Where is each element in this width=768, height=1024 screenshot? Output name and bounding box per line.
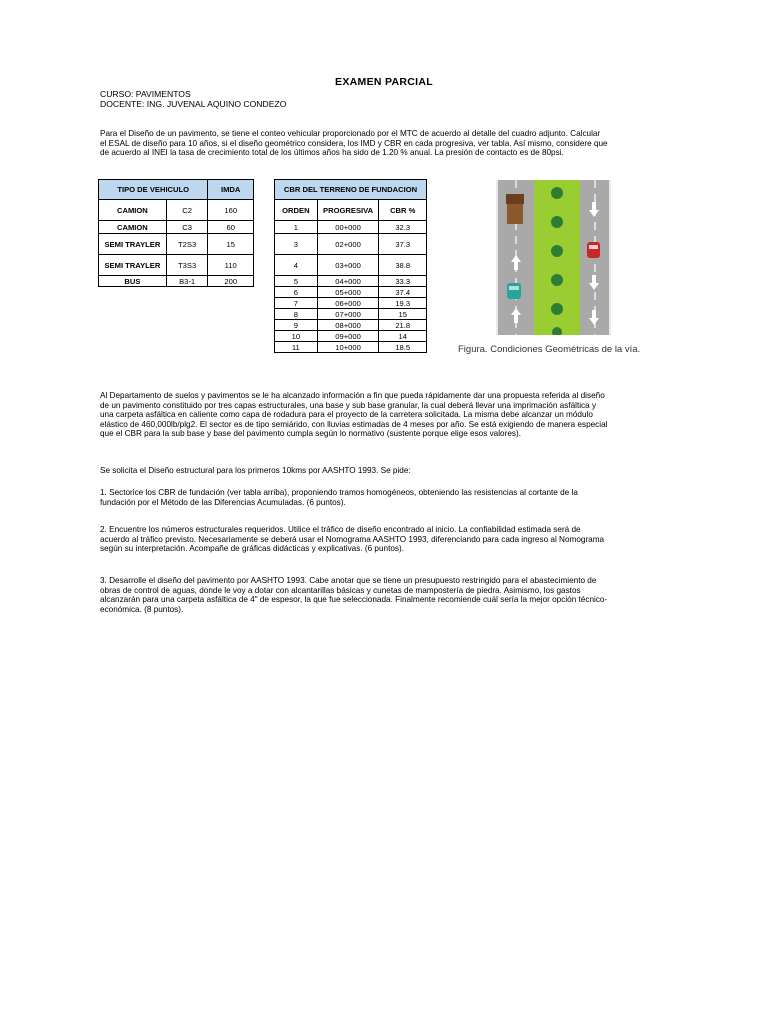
item-line: económica. (8 puntos). [100, 604, 184, 614]
imda-cell: 200 [208, 276, 254, 287]
paragraph-line: una carpeta asfáltica en caliente como capa de rodadura para el proyecto de la carretera solicitada. La misma debe alcanzar un módulo [100, 410, 593, 420]
description-paragraph [100, 391, 670, 439]
vehicle-class-cell: C2 [166, 200, 208, 221]
item-line: 1. Sectorice los CBR de fundación (ver tabla arriba), proponiendo tramos homogéneos, obteniendo las resistencias al cortante de la [100, 488, 578, 497]
vehicle-type-cell: CAMION [99, 221, 167, 234]
progresiva-cell: 04+000 [317, 276, 379, 287]
orden-cell: 1 [275, 221, 318, 234]
cbr-cell: 21.8 [379, 320, 427, 331]
progresiva-cell: 06+000 [317, 298, 379, 309]
table-row [99, 276, 254, 287]
document-title: EXAMEN PARCIAL [335, 76, 433, 88]
vehicle-type-cell: SEMI TRAYLER [99, 255, 167, 276]
vehicle-class-cell: C3 [166, 221, 208, 234]
table-row [275, 331, 427, 342]
cbr-cell: 37.4 [379, 287, 427, 298]
cbr-cell: 37.3 [379, 234, 427, 255]
orden-cell: 3 [275, 234, 318, 255]
progresiva-cell: 05+000 [317, 287, 379, 298]
request-line: Se solicita el Diseño estructural para los primeros 10kms por AASHTO 1993. Se pide: [100, 466, 411, 475]
tree-icon [551, 187, 563, 199]
imda-cell: 110 [208, 255, 254, 276]
table-row [275, 298, 427, 309]
cbr-cell: 33.3 [379, 276, 427, 287]
tree-icon [551, 303, 563, 315]
red-car-icon [587, 242, 600, 258]
orden-cell: 6 [275, 287, 318, 298]
progresiva-cell: 09+000 [317, 331, 379, 342]
orden-cell: 10 [275, 331, 318, 342]
orden-cell: 9 [275, 320, 318, 331]
question-item-1 [100, 488, 670, 507]
table-row [275, 255, 427, 276]
imda-header: IMDA [208, 180, 254, 200]
table-row [275, 342, 427, 353]
table-row [275, 276, 427, 287]
item-line: fundación por el Método de las Diferencias Acumuladas. (6 puntos). [100, 497, 346, 507]
table-row [275, 221, 427, 234]
intro-line: el ESAL de diseño para 10 años, si el diseño geométrico considera, los IMD y CBR en cada progresiva, ver tabla. Así mismo, considere que [100, 138, 608, 148]
orden-header: ORDEN [275, 200, 318, 221]
tree-icon [551, 274, 563, 286]
tree-icon [551, 245, 563, 257]
paragraph-line: que el CBR para la sub base y base del pavimento cumpla según lo normativo (sustente porque elige esos valores). [100, 429, 521, 439]
paragraph-line: Al Departamento de suelos y pavimentos se le ha alcanzado información a fin que pueda rápidamente dar una propuesta referida al diseño [100, 391, 605, 400]
orden-cell: 7 [275, 298, 318, 309]
imda-cell: 160 [208, 200, 254, 221]
figure-caption: Figura. Condiciones Geométricas de la vía. [458, 344, 641, 355]
cbr-cell: 14 [379, 331, 427, 342]
progresiva-cell: 08+000 [317, 320, 379, 331]
vehicle-class-cell: B3-1 [166, 276, 208, 287]
cbr-cell: 32.3 [379, 221, 427, 234]
progresiva-cell: 07+000 [317, 309, 379, 320]
cbr-cell: 18.5 [379, 342, 427, 353]
tree-icon [551, 216, 563, 228]
imda-cell: 15 [208, 234, 254, 255]
intro-line: Para el Diseño de un pavimento, se tiene el conteo vehicular proporcionado por el MTC de acuerdo al detalle del cuadro adjunto. Calcular [100, 129, 601, 138]
orden-cell: 4 [275, 255, 318, 276]
item-line: 2. Encuentre los números estructurales requeridos. Utilice el tráfico de diseño encontrado al inicio. La confiabilidad estimada será de [100, 525, 581, 534]
item-line: según su interpretación. Acompañe de gráficas didácticas y explicativas. (6 puntos). [100, 544, 405, 554]
vehicle-type-cell: CAMION [99, 200, 167, 221]
progresiva-cell: 03+000 [317, 255, 379, 276]
teal-car-icon [507, 283, 521, 299]
paragraph-line: de un pavimento constituido por tres capas estructurales, una base y sub base granular, la cual deberá llevar una imprimación asfáltica y [100, 400, 597, 410]
table-row [99, 255, 254, 276]
progresiva-header: PROGRESIVA [317, 200, 379, 221]
progresiva-cell: 10+000 [317, 342, 379, 353]
orden-cell: 8 [275, 309, 318, 320]
table-row [275, 320, 427, 331]
item-line: acuerdo al tráfico previsto. Necesariamente se deberá usar el Nomograma AASHTO 1993, diferenciando para cada ingreso al Nomograma [100, 534, 605, 544]
cbr-cell: 15 [379, 309, 427, 320]
orden-cell: 5 [275, 276, 318, 287]
question-item-3 [100, 576, 670, 614]
item-line: alcanzarán para una carpeta asfáltica de 4" de espesor, la que fue seleccionada. Finalmente recomiende cuál sería la mejor opción técnico- [100, 595, 608, 605]
cbr-table-title: CBR DEL TERRENO DE FUNDACION [275, 180, 427, 200]
cbr-table [274, 179, 427, 353]
progresiva-cell: 00+000 [317, 221, 379, 234]
vehicle-class-cell: T2S3 [166, 234, 208, 255]
table-row [275, 287, 427, 298]
vehicle-class-cell: T3S3 [166, 255, 208, 276]
vehicle-type-header: TIPO DE VEHICULO [99, 180, 208, 200]
truck-icon [506, 194, 524, 224]
question-item-2 [100, 525, 670, 554]
table-row [99, 221, 254, 234]
vehicle-table [98, 179, 254, 287]
paragraph-line: elástico de 460,000lb/plg2. El sector es de tipo semiárido, con lluvias estimadas de 4 meses por año. Se está exigiendo de manera especial [100, 419, 608, 429]
table-row [275, 309, 427, 320]
intro-line: de acuerdo al INEI la tasa de crecimiento total de los últimos años ha sido de 1.20 % anual. La presión de contacto es de 80psi. [100, 148, 564, 158]
road-figure [496, 180, 611, 335]
course-line: CURSO: PAVIMENTOS [100, 89, 191, 99]
item-line: 3. Desarrolle el diseño del pavimento por AASHTO 1993. Cabe anotar que se tiene un presupuesto restringido para el abastecimiento de [100, 576, 597, 585]
table-row [99, 234, 254, 255]
cbr-cell: 38.8 [379, 255, 427, 276]
vehicle-type-cell: BUS [99, 276, 167, 287]
cbr-header: CBR % [379, 200, 427, 221]
intro-paragraph [100, 129, 670, 158]
cbr-cell: 19.3 [379, 298, 427, 309]
item-line: obras de control de aguas, donde le voy a dotar con alcantarillas básicas y cunetas de mampostería de piedra. Asimismo, los gastos [100, 585, 581, 595]
imda-cell: 60 [208, 221, 254, 234]
table-row [99, 200, 254, 221]
vehicle-type-cell: SEMI TRAYLER [99, 234, 167, 255]
progresiva-cell: 02+000 [317, 234, 379, 255]
teacher-line: DOCENTE: ING. JUVENAL AQUINO CONDEZO [100, 99, 287, 109]
table-row [275, 234, 427, 255]
orden-cell: 11 [275, 342, 318, 353]
